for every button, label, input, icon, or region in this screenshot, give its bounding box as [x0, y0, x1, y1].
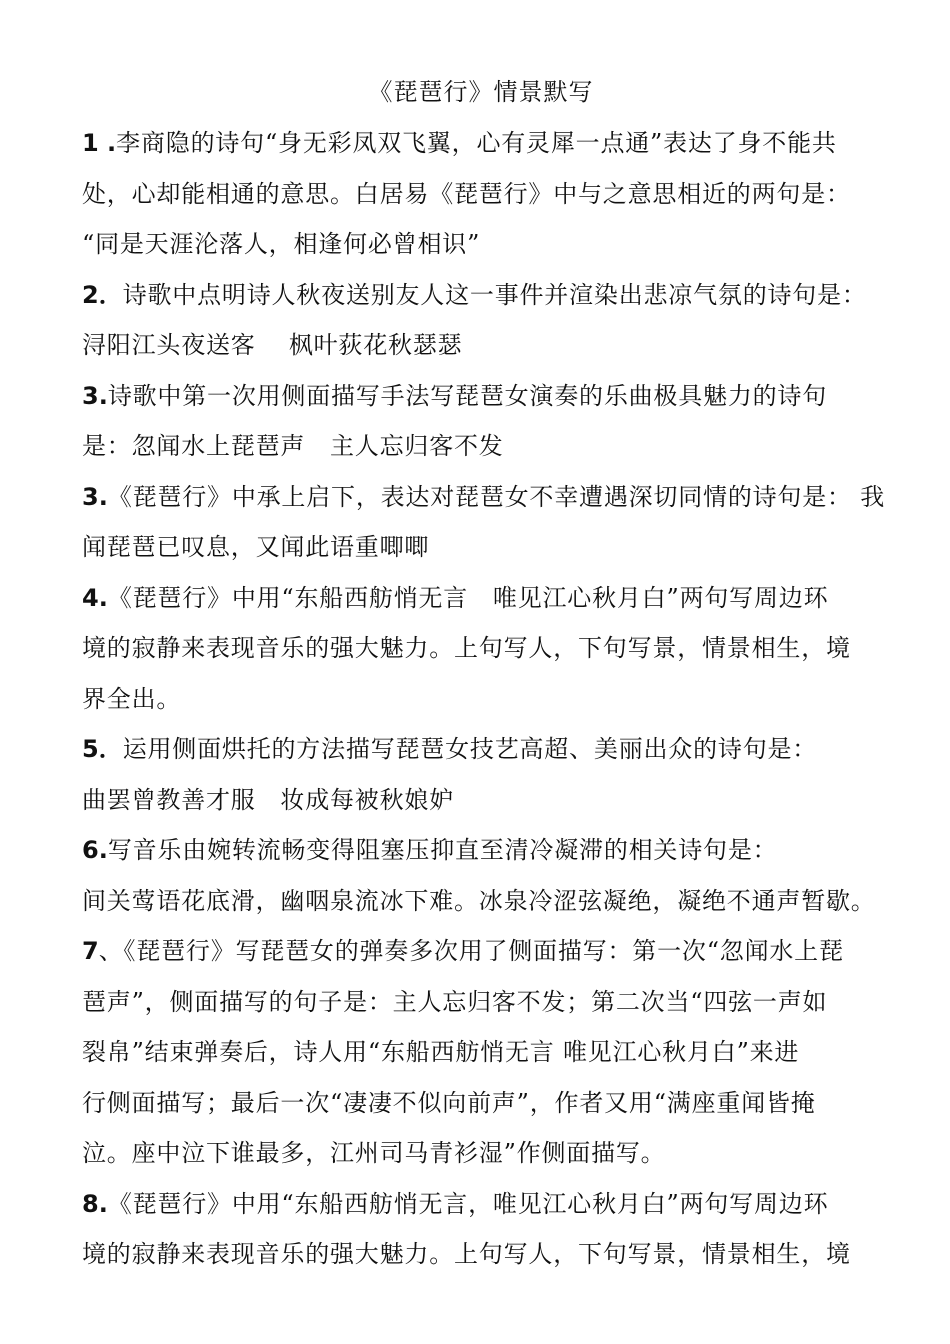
question-line [82, 522, 880, 573]
question-text: “同是天涯沦落人，相逢何必曾相识” [82, 230, 481, 258]
question-line [82, 1078, 880, 1129]
question-number: 2． [82, 280, 123, 309]
question-line [82, 674, 880, 725]
question-number: 1 . [82, 129, 117, 157]
question-item [82, 371, 880, 472]
question-line [82, 371, 880, 422]
question-number: 3. [82, 482, 108, 511]
question-text: 运用侧面烘托的方法描写琵琶女技艺高超、美丽出众的诗句是： [122, 735, 818, 763]
question-line [82, 623, 880, 674]
question-item [82, 1179, 880, 1280]
question-item [82, 825, 880, 926]
question-text: 是：忽闻水上琵琶声 主人忘归客不发 [82, 432, 504, 460]
question-text: 诗歌中第一次用侧面描写手法写琵琶女演奏的乐曲极具魅力的诗句 [107, 381, 828, 410]
question-item [82, 573, 880, 725]
question-text: 浔阳江头夜送客 枫叶荻花秋瑟瑟 [82, 331, 463, 359]
document-title: 《琵琶行》情景默写 [368, 78, 594, 106]
question-text: 《琵琶行》中用“东船西舫悄无言，唯见江心秋月白”两句写周边环 [107, 1189, 829, 1218]
question-number: 7 [82, 937, 99, 965]
question-line [82, 926, 880, 977]
question-text: 处，心却能相通的意思。白居易《琵琶行》中与之意思相近的两句是： [82, 179, 851, 208]
question-item [82, 270, 880, 371]
question-line [82, 977, 880, 1028]
question-text: 行侧面描写；最后一次“凄凄不似向前声”，作者又用“满座重闻皆掩 [82, 1088, 816, 1117]
question-text: 写音乐由婉转流畅变得阻塞压抑直至清冷凝滞的相关诗句是： [107, 836, 778, 864]
question-line [82, 775, 880, 826]
question-line [82, 169, 880, 220]
question-text: 曲罢曾教善才服 妆成每被秋娘妒 [82, 785, 454, 814]
question-number: 3. [82, 381, 108, 410]
question-text: 境的寂静来表现音乐的强大魅力。上句写人，下句写景，情景相生，境 [82, 634, 851, 662]
question-number: 6. [82, 836, 108, 864]
question-line [82, 825, 880, 876]
question-line [82, 1179, 880, 1230]
question-number: 4. [82, 583, 108, 612]
question-number: 8. [82, 1189, 108, 1218]
question-item [82, 472, 886, 573]
question-line [82, 118, 880, 169]
question-text: 琶声”，侧面描写的句子是：主人忘归客不发；第二次当“四弦一声如 [82, 987, 828, 1016]
question-list [82, 118, 886, 1280]
question-line [82, 1229, 880, 1280]
question-text: 境的寂静来表现音乐的强大魅力。上句写人，下句写景，情景相生，境 [82, 1240, 851, 1268]
question-line [82, 219, 880, 270]
question-text: 间关莺语花底滑，幽咽泉流冰下难。冰泉冷涩弦凝绝，凝绝不通声暂歇。 [82, 886, 876, 915]
question-text: 、《琵琶行》写琵琶女的弹奏多次用了侧面描写：第一次“忽闻水上琵 [98, 937, 844, 965]
question-line [82, 1128, 880, 1179]
question-line [82, 876, 880, 927]
question-text: 李商隐的诗句“身无彩凤双飞翼，心有灵犀一点通”表达了身不能共 [116, 129, 837, 157]
question-text: 界全出。 [82, 684, 182, 713]
question-text: 《琵琶行》中用“东船西舫悄无言 唯见江心秋月白”两句写周边环 [107, 583, 829, 612]
question-item [82, 118, 880, 270]
question-number: 5． [82, 735, 123, 763]
question-line [82, 421, 880, 472]
question-text: 泣。座中泣下谁最多，江州司马青衫湿”作侧面描写。 [82, 1139, 666, 1167]
question-line [82, 1027, 880, 1078]
question-item [82, 926, 880, 1179]
question-text: 裂帛”结束弹奏后，诗人用“东船西舫悄无言 唯见江心秋月白”来进 [82, 1038, 800, 1066]
question-text: 诗歌中点明诗人秋夜送别友人这一事件并渲染出悲凉气氛的诗句是： [122, 280, 867, 309]
question-line [82, 320, 880, 371]
question-text: 《琵琶行》中承上启下，表达对琵琶女不幸遭遇深切同情的诗句是： 我 [107, 482, 886, 511]
question-line [82, 573, 880, 624]
question-line [82, 270, 880, 321]
question-line [82, 724, 880, 775]
question-item [82, 724, 880, 825]
question-text: 闻琵琶已叹息，又闻此语重唧唧 [82, 533, 430, 561]
question-line [82, 472, 886, 523]
